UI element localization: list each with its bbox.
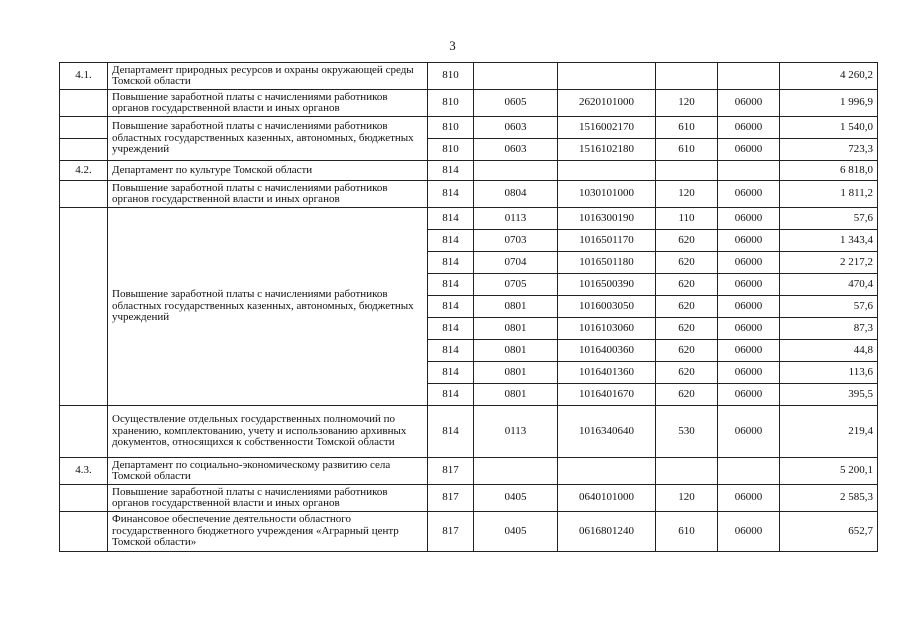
section-code-cell: 0605 bbox=[474, 90, 558, 117]
expense-type-cell: 620 bbox=[656, 318, 718, 340]
kosgu-cell: 06000 bbox=[718, 406, 780, 458]
table-row bbox=[60, 63, 878, 90]
section-code-cell bbox=[474, 63, 558, 90]
ved-cell: 817 bbox=[428, 485, 474, 512]
ved-cell: 814 bbox=[428, 161, 474, 181]
row-number-cell bbox=[60, 208, 108, 406]
ved-cell: 814 bbox=[428, 406, 474, 458]
expense-type-cell: 620 bbox=[656, 384, 718, 406]
kosgu-cell: 06000 bbox=[718, 230, 780, 252]
kosgu-cell: 06000 bbox=[718, 252, 780, 274]
section-code-cell: 0801 bbox=[474, 384, 558, 406]
expense-type-cell: 620 bbox=[656, 274, 718, 296]
row-number-cell bbox=[60, 485, 108, 512]
amount-cell: 6 818,0 bbox=[780, 161, 878, 181]
amount-cell: 1 343,4 bbox=[780, 230, 878, 252]
target-article-cell: 1016500390 bbox=[558, 274, 656, 296]
amount-cell: 44,8 bbox=[780, 340, 878, 362]
amount-cell: 723,3 bbox=[780, 139, 878, 161]
target-article-cell bbox=[558, 161, 656, 181]
section-code-cell: 0405 bbox=[474, 485, 558, 512]
target-article-cell: 1016003050 bbox=[558, 296, 656, 318]
expense-type-cell: 610 bbox=[656, 139, 718, 161]
target-article-cell: 1016401360 bbox=[558, 362, 656, 384]
expense-type-cell: 120 bbox=[656, 485, 718, 512]
target-article-cell bbox=[558, 458, 656, 485]
target-article-cell: 1016340640 bbox=[558, 406, 656, 458]
expense-type-cell: 120 bbox=[656, 90, 718, 117]
kosgu-cell bbox=[718, 161, 780, 181]
kosgu-cell: 06000 bbox=[718, 139, 780, 161]
table-row bbox=[60, 90, 878, 117]
row-number-cell bbox=[60, 181, 108, 208]
target-article-cell: 0616801240 bbox=[558, 512, 656, 552]
target-article-cell: 1516002170 bbox=[558, 117, 656, 139]
amount-cell: 2 585,3 bbox=[780, 485, 878, 512]
ved-cell: 817 bbox=[428, 512, 474, 552]
kosgu-cell: 06000 bbox=[718, 90, 780, 117]
table-row bbox=[60, 458, 878, 485]
amount-cell: 1 811,2 bbox=[780, 181, 878, 208]
expense-type-cell: 610 bbox=[656, 512, 718, 552]
item-name-cell: Повышение заработной платы с начислениями работников областных государственных казенных, автономных, бюджетных учреждений bbox=[108, 208, 428, 406]
item-name-cell: Осуществление отдельных государственных полномочий по хранению, комплектованию, учету и использованию архивных документов, относящихся к собственности Томской области bbox=[108, 406, 428, 458]
expense-type-cell: 620 bbox=[656, 340, 718, 362]
ved-cell: 814 bbox=[428, 208, 474, 230]
table-row bbox=[60, 161, 878, 181]
table-row bbox=[60, 485, 878, 512]
row-number-cell bbox=[60, 406, 108, 458]
amount-cell: 87,3 bbox=[780, 318, 878, 340]
amount-cell: 4 260,2 bbox=[780, 63, 878, 90]
row-number-cell: 4.3. bbox=[60, 458, 108, 485]
target-article-cell: 1016401670 bbox=[558, 384, 656, 406]
item-name-cell: Департамент природных ресурсов и охраны окружающей среды Томской области bbox=[108, 63, 428, 90]
kosgu-cell: 06000 bbox=[718, 181, 780, 208]
kosgu-cell: 06000 bbox=[718, 208, 780, 230]
kosgu-cell: 06000 bbox=[718, 384, 780, 406]
table-row bbox=[60, 181, 878, 208]
expense-type-cell bbox=[656, 458, 718, 485]
ved-cell: 814 bbox=[428, 296, 474, 318]
section-code-cell: 0405 bbox=[474, 512, 558, 552]
expense-type-cell: 120 bbox=[656, 181, 718, 208]
table-row bbox=[60, 512, 878, 552]
section-code-cell bbox=[474, 458, 558, 485]
ved-cell: 814 bbox=[428, 362, 474, 384]
expense-type-cell: 620 bbox=[656, 252, 718, 274]
target-article-cell: 1516102180 bbox=[558, 139, 656, 161]
expense-type-cell bbox=[656, 161, 718, 181]
kosgu-cell: 06000 bbox=[718, 274, 780, 296]
target-article-cell: 1016501180 bbox=[558, 252, 656, 274]
ved-cell: 817 bbox=[428, 458, 474, 485]
item-name-cell: Финансовое обеспечение деятельности областного государственного бюджетного учреждения «Аграрный центр Томской области» bbox=[108, 512, 428, 552]
row-number-cell: 4.2. bbox=[60, 161, 108, 181]
ved-cell: 814 bbox=[428, 230, 474, 252]
section-code-cell: 0801 bbox=[474, 362, 558, 384]
section-code-cell: 0804 bbox=[474, 181, 558, 208]
expense-type-cell: 610 bbox=[656, 117, 718, 139]
amount-cell: 57,6 bbox=[780, 296, 878, 318]
ved-cell: 814 bbox=[428, 274, 474, 296]
budget-table bbox=[59, 62, 878, 552]
section-code-cell: 0801 bbox=[474, 340, 558, 362]
section-code-cell: 0703 bbox=[474, 230, 558, 252]
kosgu-cell: 06000 bbox=[718, 340, 780, 362]
row-number-cell bbox=[60, 139, 108, 161]
expense-type-cell: 110 bbox=[656, 208, 718, 230]
kosgu-cell: 06000 bbox=[718, 117, 780, 139]
table-row bbox=[60, 406, 878, 458]
section-code-cell: 0113 bbox=[474, 208, 558, 230]
target-article-cell bbox=[558, 63, 656, 90]
section-code-cell: 0704 bbox=[474, 252, 558, 274]
kosgu-cell: 06000 bbox=[718, 485, 780, 512]
target-article-cell: 0640101000 bbox=[558, 485, 656, 512]
section-code-cell: 0603 bbox=[474, 117, 558, 139]
ved-cell: 814 bbox=[428, 384, 474, 406]
section-code-cell: 0801 bbox=[474, 318, 558, 340]
amount-cell: 57,6 bbox=[780, 208, 878, 230]
item-name-cell: Департамент по культуре Томской области bbox=[108, 161, 428, 181]
ved-cell: 810 bbox=[428, 139, 474, 161]
section-code-cell: 0603 bbox=[474, 139, 558, 161]
amount-cell: 395,5 bbox=[780, 384, 878, 406]
ved-cell: 814 bbox=[428, 318, 474, 340]
section-code-cell: 0801 bbox=[474, 296, 558, 318]
item-name-cell: Повышение заработной платы с начислениями работников органов государственной власти и иных органов bbox=[108, 90, 428, 117]
page-number: 3 bbox=[449, 38, 456, 53]
ved-cell: 814 bbox=[428, 340, 474, 362]
amount-cell: 219,4 bbox=[780, 406, 878, 458]
amount-cell: 1 540,0 bbox=[780, 117, 878, 139]
target-article-cell: 1016501170 bbox=[558, 230, 656, 252]
item-name-cell: Повышение заработной платы с начислениями работников органов государственной власти и иных органов bbox=[108, 181, 428, 208]
amount-cell: 470,4 bbox=[780, 274, 878, 296]
table-row bbox=[60, 208, 878, 230]
kosgu-cell: 06000 bbox=[718, 296, 780, 318]
target-article-cell: 1030101000 bbox=[558, 181, 656, 208]
item-name-cell: Повышение заработной платы с начислениями работников органов государственной власти и иных органов bbox=[108, 485, 428, 512]
expense-type-cell: 530 bbox=[656, 406, 718, 458]
expense-type-cell bbox=[656, 63, 718, 90]
item-name-cell: Повышение заработной платы с начислениями работников областных государственных казенных, автономных, бюджетных учреждений bbox=[108, 117, 428, 161]
expense-type-cell: 620 bbox=[656, 296, 718, 318]
target-article-cell: 1016400360 bbox=[558, 340, 656, 362]
section-code-cell: 0113 bbox=[474, 406, 558, 458]
target-article-cell: 1016103060 bbox=[558, 318, 656, 340]
row-number-cell bbox=[60, 117, 108, 139]
ved-cell: 814 bbox=[428, 252, 474, 274]
ved-cell: 810 bbox=[428, 117, 474, 139]
ved-cell: 810 bbox=[428, 63, 474, 90]
ved-cell: 810 bbox=[428, 90, 474, 117]
kosgu-cell: 06000 bbox=[718, 512, 780, 552]
kosgu-cell: 06000 bbox=[718, 362, 780, 384]
kosgu-cell: 06000 bbox=[718, 318, 780, 340]
kosgu-cell bbox=[718, 458, 780, 485]
ved-cell: 814 bbox=[428, 181, 474, 208]
target-article-cell: 2620101000 bbox=[558, 90, 656, 117]
expense-type-cell: 620 bbox=[656, 230, 718, 252]
amount-cell: 113,6 bbox=[780, 362, 878, 384]
table-row bbox=[60, 117, 878, 139]
target-article-cell: 1016300190 bbox=[558, 208, 656, 230]
item-name-cell: Департамент по социально-экономическому развитию села Томской области bbox=[108, 458, 428, 485]
expense-type-cell: 620 bbox=[656, 362, 718, 384]
section-code-cell bbox=[474, 161, 558, 181]
amount-cell: 1 996,9 bbox=[780, 90, 878, 117]
row-number-cell bbox=[60, 90, 108, 117]
section-code-cell: 0705 bbox=[474, 274, 558, 296]
row-number-cell bbox=[60, 512, 108, 552]
amount-cell: 5 200,1 bbox=[780, 458, 878, 485]
amount-cell: 2 217,2 bbox=[780, 252, 878, 274]
row-number-cell: 4.1. bbox=[60, 63, 108, 90]
amount-cell: 652,7 bbox=[780, 512, 878, 552]
kosgu-cell bbox=[718, 63, 780, 90]
